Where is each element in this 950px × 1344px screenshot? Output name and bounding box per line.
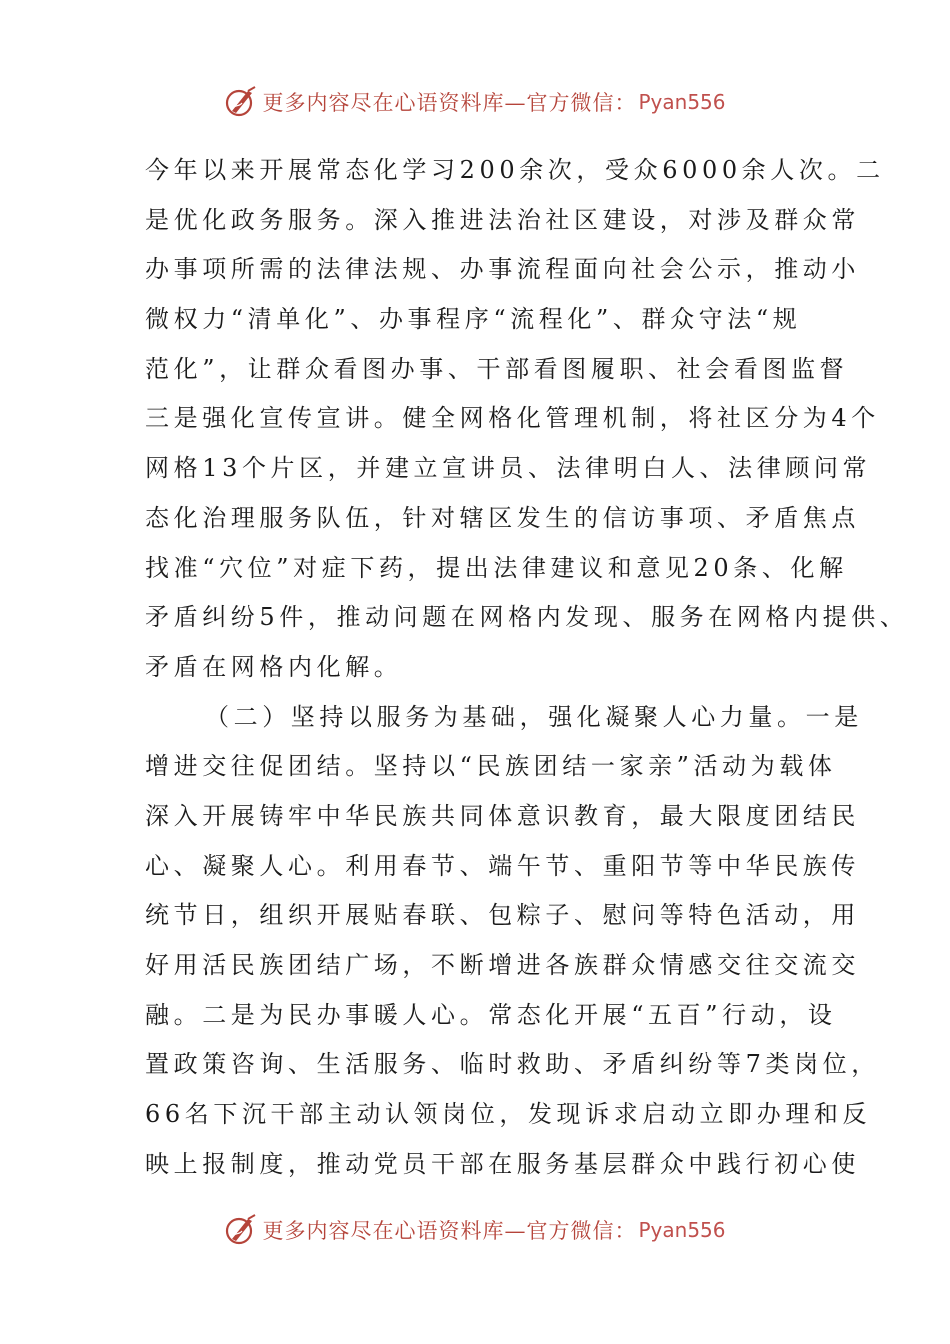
- watermark-text: 更多内容尽在心语资料库—官方微信：: [262, 91, 637, 115]
- text-line: 统节日，组织开展贴春联、包粽子、慰问等特色活动，用: [145, 901, 860, 930]
- text-line: 矛盾纠纷5件，推动问题在网格内发现、服务在网格内提供、: [145, 603, 909, 632]
- watermark-wechat-id: Pyan556: [638, 1218, 726, 1242]
- text-line: 范化”，让群众看图办事、干部看图履职、社会看图监督: [145, 354, 849, 383]
- text-line: 好用活民族团结广场，不断增进各族群众情感交往交流交: [145, 951, 860, 979]
- text-line: 是优化政务服务。深入推进法治社区建设，对涉及群众常: [145, 205, 860, 234]
- text-line: 微权力“清单化”、办事程序“流程化”、群众守法“规: [145, 305, 802, 334]
- watermark-text: 更多内容尽在心语资料库—官方微信：: [262, 1219, 637, 1243]
- section-heading-line: （二）坚持以服务为基础，强化凝聚人心力量。一是: [205, 702, 863, 731]
- watermark-wechat-id: Pyan556: [638, 90, 726, 114]
- text-line: 今年以来开展常态化学习200余次，受众6000余人次。二: [145, 156, 885, 184]
- text-line: 66名下沉干部主动认领岗位，发现诉求启动立即办理和反: [145, 1100, 872, 1129]
- quill-logo-icon: [224, 85, 258, 119]
- text-line: 增进交往促团结。坚持以“民族团结一家亲”活动为载体: [145, 752, 837, 781]
- text-line: 态化治理服务队伍，针对辖区发生的信访事项、矛盾焦点: [145, 503, 860, 532]
- text-line: 融。二是为民办事暖人心。常态化开展“五百”行动，设: [145, 1000, 837, 1029]
- text-line: 深入开展铸牢中华民族共同体意识教育，最大限度团结民: [145, 801, 860, 830]
- text-line: 映上报制度，推动党员干部在服务基层群众中践行初心使: [145, 1149, 860, 1178]
- text-line: 矛盾在网格内化解。: [145, 652, 403, 681]
- text-line: 心、凝聚人心。利用春节、端午节、重阳节等中华民族传: [145, 851, 860, 880]
- header-watermark: [0, 82, 950, 122]
- text-line: 三是强化宣传宣讲。健全网格化管理机制，将社区分为4个: [145, 404, 880, 433]
- footer-watermark: [0, 1210, 950, 1250]
- text-line: 办事项所需的法律法规、办事流程面向社会公示，推动小: [145, 255, 860, 284]
- quill-logo-icon: [224, 1213, 258, 1247]
- document-body: [145, 146, 909, 1189]
- text-line: 置政策咨询、生活服务、临时救助、矛盾纠纷等7类岗位，: [145, 1050, 880, 1079]
- text-line: 网格13个片区，并建立宣讲员、法律明白人、法律顾问常: [145, 454, 872, 483]
- text-line: 找准“穴位”对症下药，提出法律建议和意见20条、化解: [145, 553, 848, 582]
